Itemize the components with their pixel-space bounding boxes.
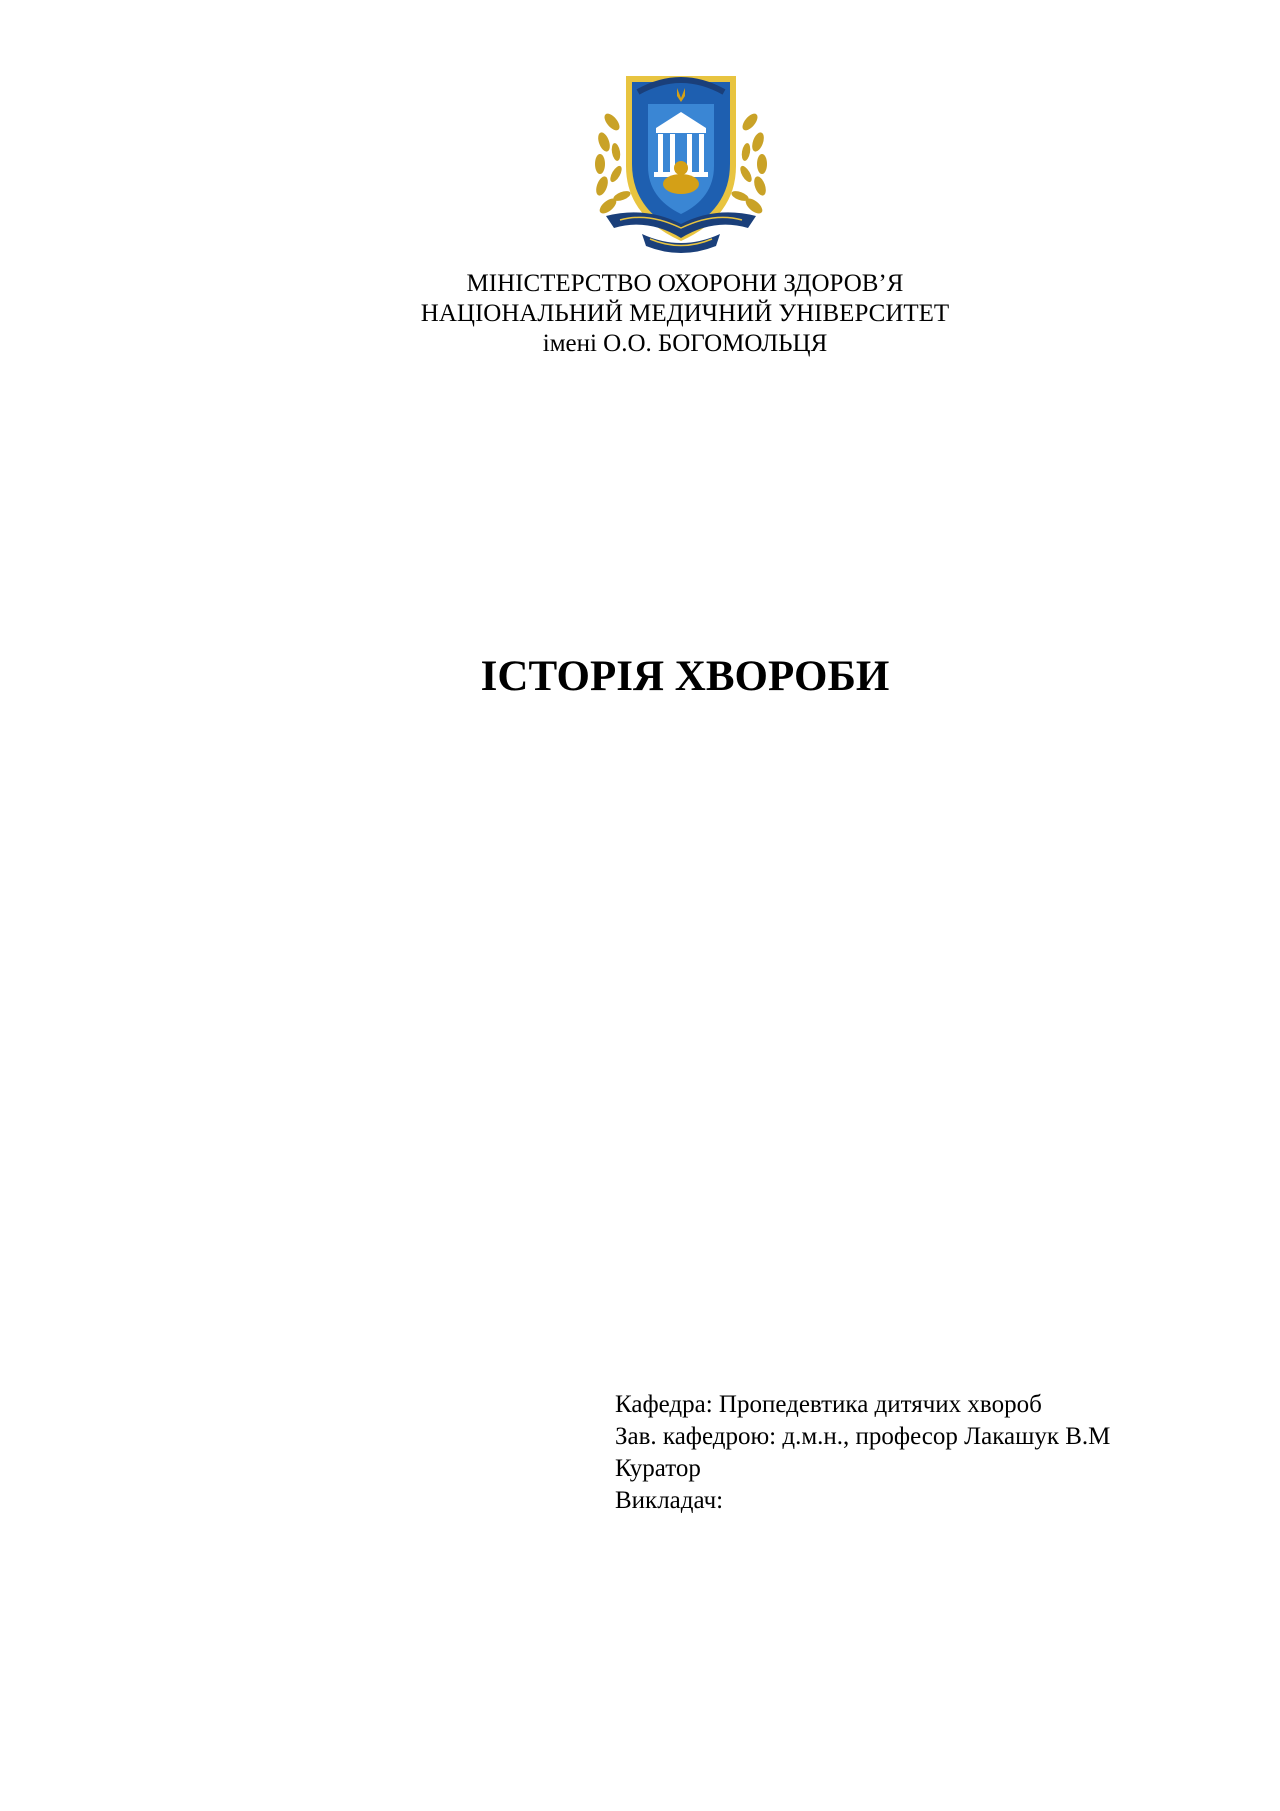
university-line: НАЦІОНАЛЬНИЙ МЕДИЧНИЙ УНІВЕРСИТЕТ xyxy=(420,300,950,327)
head-of-department-line: Зав. кафедрою: д.м.н., професор Лакашук В.М xyxy=(615,1423,1111,1450)
document-title: ІСТОРІЯ ХВОРОБИ xyxy=(480,653,890,700)
university-name-line: імені О.О. БОГОМОЛЬЦЯ xyxy=(542,330,828,357)
institution-header xyxy=(0,269,1280,359)
university-coat-of-arms-icon xyxy=(586,56,776,256)
curator-line: Куратор xyxy=(615,1455,701,1482)
teacher-line: Викладач: xyxy=(615,1487,724,1514)
info-block xyxy=(615,1389,1110,1517)
ministry-line: МІНІСТЕРСТВО ОХОРОНИ ЗДОРОВ’Я xyxy=(466,270,904,297)
department-line: Кафедра: Пропедевтика дитячих хвороб xyxy=(615,1391,1042,1418)
